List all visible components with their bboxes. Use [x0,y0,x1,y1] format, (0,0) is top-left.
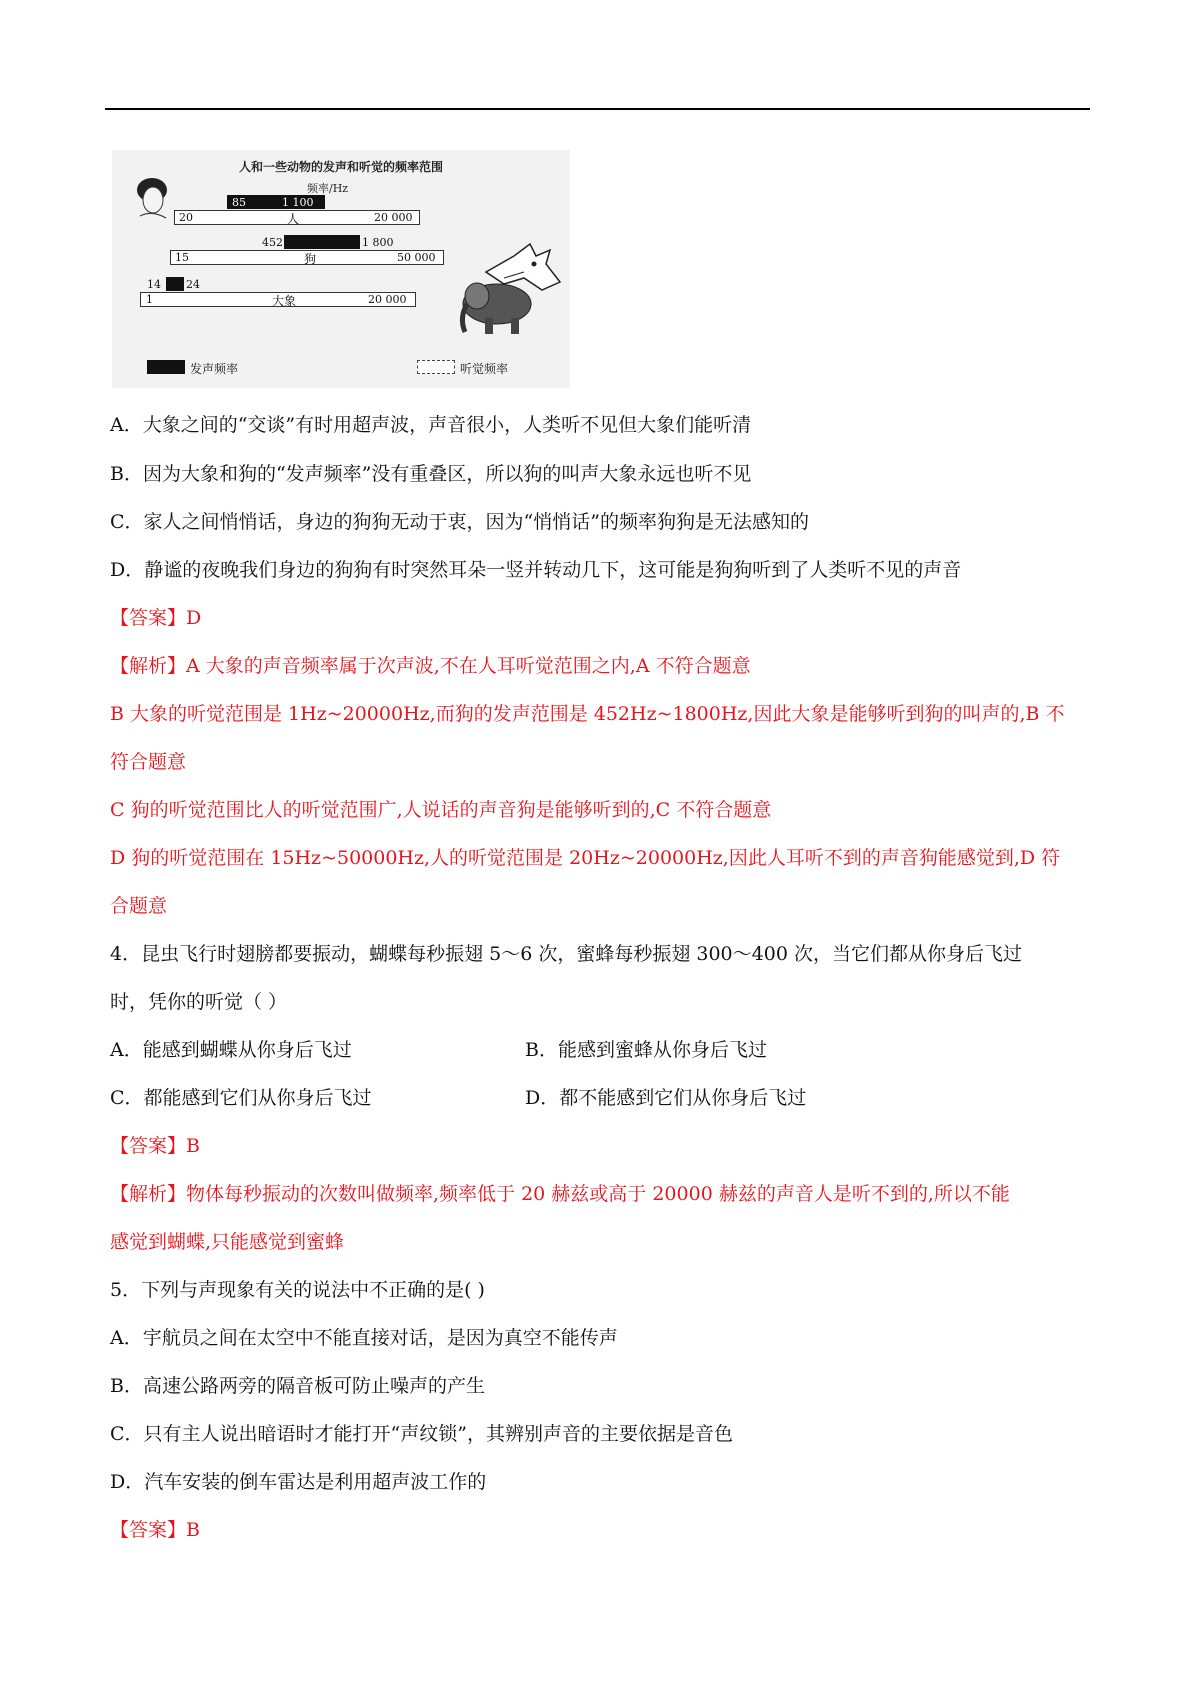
q4-option-c: C．都能感到它们从你身后飞过 [110,1087,372,1109]
frequency-range-figure [112,150,570,388]
elephant-label: 大象 [272,294,297,308]
elephant-emit-bar [166,277,184,291]
q4-stem-line-2: 时，凭你的听觉（ ） [110,991,288,1013]
legend-hear-label: 听觉频率 [460,362,509,376]
figure-title: 人和一些动物的发声和听觉的频率范围 [238,160,443,174]
human-hear-max: 20 000 [374,211,413,224]
q4-answer: 【答案】B [110,1135,200,1157]
q4-analysis-line-1: 【解析】物体每秒振动的次数叫做频率,频率低于 20 赫兹或高于 20000 赫兹的声音人是听不到的,所以不能 [110,1183,1010,1205]
q4-option-d: D．都不能感到它们从你身后飞过 [525,1087,807,1109]
figure-unit: 频率/Hz [307,182,349,195]
dog-label: 狗 [304,252,317,266]
elephant-hear-min: 1 [146,293,153,306]
q4-stem-line-1: 4．昆虫飞行时翅膀都要振动，蝴蝶每秒振翅 5～6 次，蜜蜂每秒振翅 300～400 次，当它们都从你身后飞过 [110,943,1022,965]
header-rule [105,108,1090,110]
q3-analysis-line-6: 合题意 [110,895,168,917]
elephant-icon [447,278,542,336]
q3-option-b: B．因为大象和狗的“发声频率”没有重叠区，所以狗的叫声大象永远也听不见 [110,463,752,485]
elephant-hear-max: 20 000 [368,293,407,306]
elephant-emit-max: 24 [186,278,200,291]
dog-hear-max: 50 000 [397,251,436,264]
human-emit-min: 85 [232,196,246,209]
dog-hear-min: 15 [175,251,189,264]
q4-option-a: A．能感到蝴蝶从你身后飞过 [110,1039,352,1061]
q3-answer: 【答案】D [110,607,202,629]
dog-emit-min: 452 [262,236,283,249]
q5-option-d: D．汽车安装的倒车雷达是利用超声波工作的 [110,1471,487,1493]
q5-option-c: C．只有主人说出暗语时才能打开“声纹锁”，其辨别声音的主要依据是音色 [110,1423,733,1445]
q3-option-c: C．家人之间悄悄话，身边的狗狗无动于衷，因为“悄悄话”的频率狗狗是无法感知的 [110,511,809,533]
q3-analysis-line-3: 符合题意 [110,751,187,773]
q3-option-d: D．静谧的夜晚我们身边的狗狗有时突然耳朵一竖并转动几下，这可能是狗狗听到了人类听不见的声音 [110,559,962,581]
human-face-icon [132,176,172,222]
q5-stem: 5．下列与声现象有关的说法中不正确的是( ) [110,1279,485,1301]
dog-emit-max: 1 800 [362,236,394,249]
q3-analysis-line-5: D 狗的听觉范围在 15Hz~50000Hz,人的听觉范围是 20Hz~20000Hz,因此人耳听不到的声音狗能感觉到,D 符 [110,847,1061,869]
q3-analysis-line-2: B 大象的听觉范围是 1Hz~20000Hz,而狗的发声范围是 452Hz~1800Hz,因此大象是能够听到狗的叫声的,B 不 [110,703,1065,725]
human-emit-max: 1 100 [282,196,314,209]
q3-analysis-line-1: 【解析】A 大象的声音频率属于次声波,不在人耳听觉范围之内,A 不符合题意 [110,655,751,677]
q4-analysis-line-2: 感觉到蝴蝶,只能感觉到蜜蜂 [110,1231,345,1253]
q5-answer: 【答案】B [110,1519,200,1541]
q4-option-b: B．能感到蜜蜂从你身后飞过 [525,1039,767,1061]
q5-option-a: A．宇航员之间在太空中不能直接对话，是因为真空不能传声 [110,1327,618,1349]
human-hear-min: 20 [179,211,193,224]
legend-emit-label: 发声频率 [190,362,239,376]
q5-option-b: B．高速公路两旁的隔音板可防止噪声的产生 [110,1375,485,1397]
human-label: 人 [287,212,300,226]
q3-analysis-line-4: C 狗的听觉范围比人的听觉范围广,人说话的声音狗是能够听到的,C 不符合题意 [110,799,772,821]
legend-emit-swatch [147,360,185,374]
dog-emit-bar [284,235,360,249]
elephant-emit-min: 14 [147,278,161,291]
q3-option-a: A．大象之间的“交谈”有时用超声波，声音很小，人类听不见但大象们能听清 [110,414,752,436]
legend-hear-swatch [417,360,455,374]
